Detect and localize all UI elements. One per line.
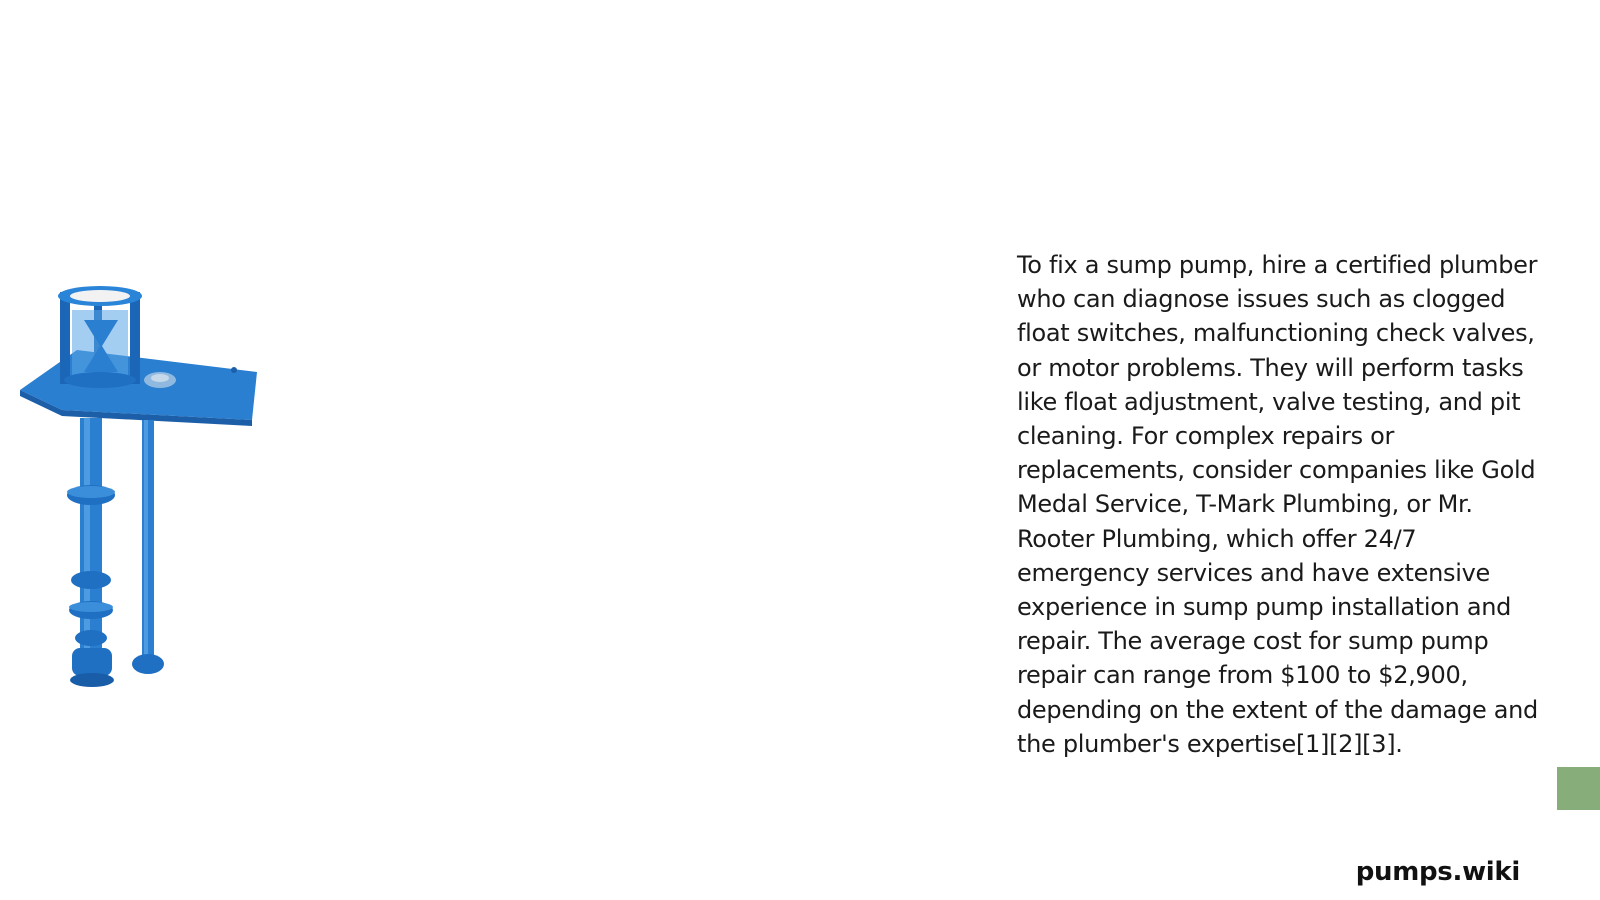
site-brand: pumps.wiki xyxy=(1355,857,1520,887)
pump-repair-description: To fix a sump pump, hire a certified plumber who can diagnose issues such as clogged float switches, malfunctioning check valves, or motor problems. They will perform tasks like float adjustment, valve testing, and pit cleaning. For complex repairs or replacements, consider companies like Gold Medal Service, T-Mark Plumbing, or Mr. Rooter Plumbing, which offer 24/7 emergency services and have extensive experience in sump pump installation and repair. The average cost for sump pump repair can range from $100 to $2,900, depending on the extent of the damage and the plumber's expertise[1][2][3]. xyxy=(1017,251,1538,758)
side-accent-tab xyxy=(1557,767,1600,810)
sump-pump-image xyxy=(12,280,262,710)
